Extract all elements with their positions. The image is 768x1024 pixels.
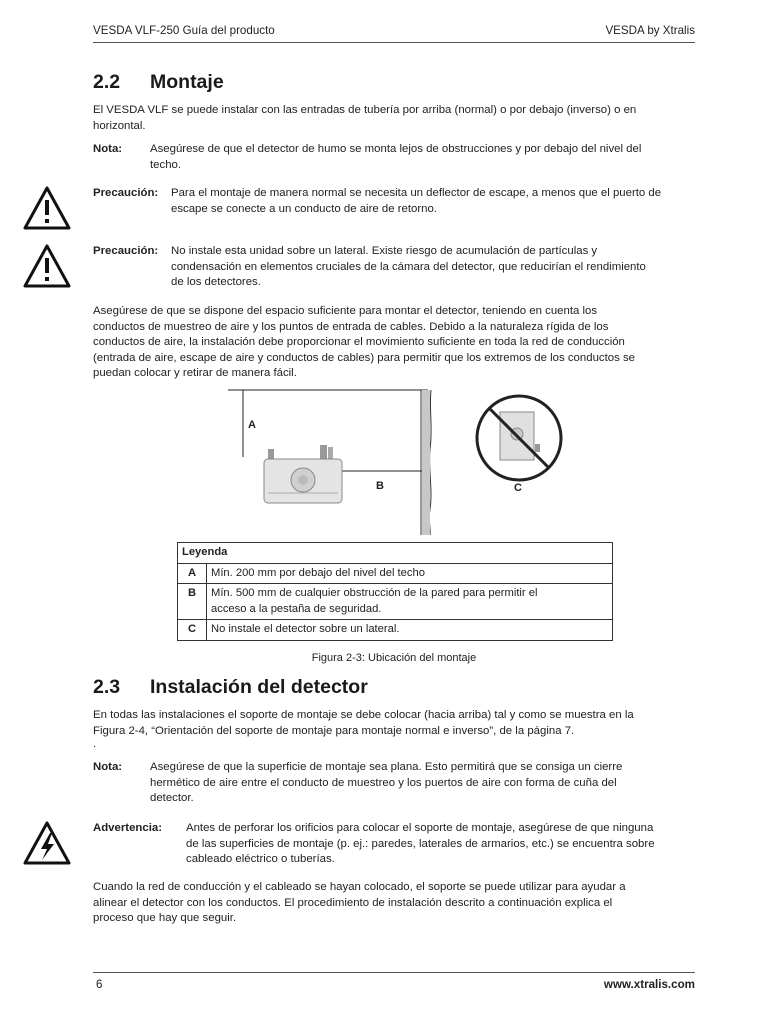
text-line: acceso a la pestaña de seguridad. xyxy=(211,602,382,615)
text-line: Mín. 500 mm de cualquier obstrucción de la pared para permitir el xyxy=(211,587,538,599)
text-line: de las superficies de montaje (p. ej.: paredes, laterales de armarios, etc.) se encuentra sobre xyxy=(186,837,655,850)
section-heading-2-2 xyxy=(93,70,224,94)
legend-description: No instale el detector sobre un lateral. xyxy=(207,620,613,641)
text-line: puedan colocar y retirar de manera fácil. xyxy=(93,367,297,380)
text-line: Asegúrese de que se dispone del espacio suficiente para montar el detector, teniendo en cuenta los xyxy=(93,305,598,317)
note-label: Nota: xyxy=(93,761,123,773)
section-number: 2.3 xyxy=(93,676,121,698)
text-line: techo. xyxy=(150,158,182,171)
text-line: Cuando la red de conducción y el cableado se hayan colocado, el soporte se puede utilizar para ayudar a xyxy=(93,881,626,893)
intro-paragraph xyxy=(93,103,695,134)
table-row xyxy=(178,620,613,641)
figure-caption: Figura 2-3: Ubicación del montaje xyxy=(311,652,477,664)
text-line: . xyxy=(93,738,97,751)
note-label: Nota: xyxy=(93,143,123,155)
label-a: A xyxy=(248,419,256,431)
footer-url: www.xtralis.com xyxy=(603,978,695,991)
text-line: Para el montaje de manera normal se necesita un deflector de escape, a menos que el puerto de xyxy=(171,187,662,199)
text-line: El VESDA VLF se puede instalar con las entradas de tubería por arriba (normal) o por debajo (inverso) o en xyxy=(93,104,637,116)
warning-label: Advertencia: xyxy=(93,822,163,834)
text-line: condensación en elementos cruciales de la cámara del detector, que reducirían el rendimiento xyxy=(171,260,646,273)
section-heading-2-3 xyxy=(93,675,368,699)
side-mount-prohibited-icon xyxy=(473,392,565,484)
section-title: Instalación del detector xyxy=(150,676,368,698)
label-b: B xyxy=(376,480,384,492)
legend-description: Mín. 200 mm por debajo del nivel del techo xyxy=(207,563,613,584)
caution-label: Precaución: xyxy=(93,187,159,199)
legend-key: A xyxy=(178,563,207,584)
text-line: En todas las instalaciones el soporte de montaje se debe colocar (hacia arriba) tal y como se muestra en la xyxy=(93,709,634,721)
page-footer xyxy=(93,972,695,991)
table-row xyxy=(178,563,613,584)
legend-key: B xyxy=(178,584,207,620)
electrical-hazard-icon xyxy=(22,820,72,866)
section-number: 2.2 xyxy=(93,71,121,93)
text-line: No instale esta unidad sobre un lateral. Existe riesgo de acumulación de partículas y xyxy=(171,245,598,257)
wall-hatching xyxy=(421,390,431,535)
legend-title: Leyenda xyxy=(178,543,613,564)
page-number: 6 xyxy=(96,978,103,991)
text-line: escape se conecte a un conducto de aire de retorno. xyxy=(171,202,437,215)
text-line: (entrada de aire, escape de aire y conductos de cables) para permitir que los extremos de los conductos se xyxy=(93,351,635,364)
page-header xyxy=(93,22,695,43)
installation-intro-paragraph xyxy=(93,708,695,749)
text-line: hermético de aire entre el conducto de muestreo y los puertos de aire con forma de cuña del xyxy=(150,776,617,789)
text-line: de los detectores. xyxy=(171,276,261,289)
caution-label: Precaución: xyxy=(93,245,159,257)
section-title: Montaje xyxy=(150,71,224,93)
header-brand: VESDA by Xtralis xyxy=(605,24,695,37)
text-line: horizontal. xyxy=(93,119,146,132)
detector-unit xyxy=(264,445,342,503)
header-title: VESDA VLF-250 Guía del producto xyxy=(93,24,275,37)
figure-legend-table xyxy=(177,542,613,641)
table-row xyxy=(178,584,613,620)
text-line: alinear el detector con los conductos. El procedimiento de instalación descrito a continuación explica el xyxy=(93,896,613,909)
text-line: proceso que hay que seguir. xyxy=(93,912,237,925)
label-c: C xyxy=(514,482,522,494)
text-line: Figura 2-4, “Orientación del soporte de montaje para montaje normal e inverso”, de la página 7. xyxy=(93,724,575,737)
text-line: detector. xyxy=(150,792,194,805)
caution-triangle-icon xyxy=(22,243,72,289)
mounting-clearance-diagram xyxy=(228,389,444,537)
legend-header-row xyxy=(178,543,613,564)
caution-triangle-icon xyxy=(22,185,72,231)
text-line: Asegúrese de que la superficie de montaje sea plana. Esto permitirá que se consiga un cierre xyxy=(150,761,623,773)
legend-description xyxy=(207,584,613,620)
text-line: conductos de aire, la instalación debe proporcionar el movimiento suficiente en toda la red de conducción xyxy=(93,336,625,349)
legend-key: C xyxy=(178,620,207,641)
text-line: Asegúrese de que el detector de humo se monta lejos de obstrucciones y por debajo del nivel del xyxy=(150,143,642,155)
text-line: Antes de perforar los orificios para colocar el soporte de montaje, asegúrese de que ninguna xyxy=(186,822,654,834)
text-line: conductos de muestreo de aire y los puntos de entrada de cables. Debido a la naturaleza rígida de los xyxy=(93,320,609,333)
space-paragraph xyxy=(93,304,695,382)
text-line: cableado eléctrico o tuberías. xyxy=(186,853,335,866)
installation-paragraph xyxy=(93,880,695,927)
